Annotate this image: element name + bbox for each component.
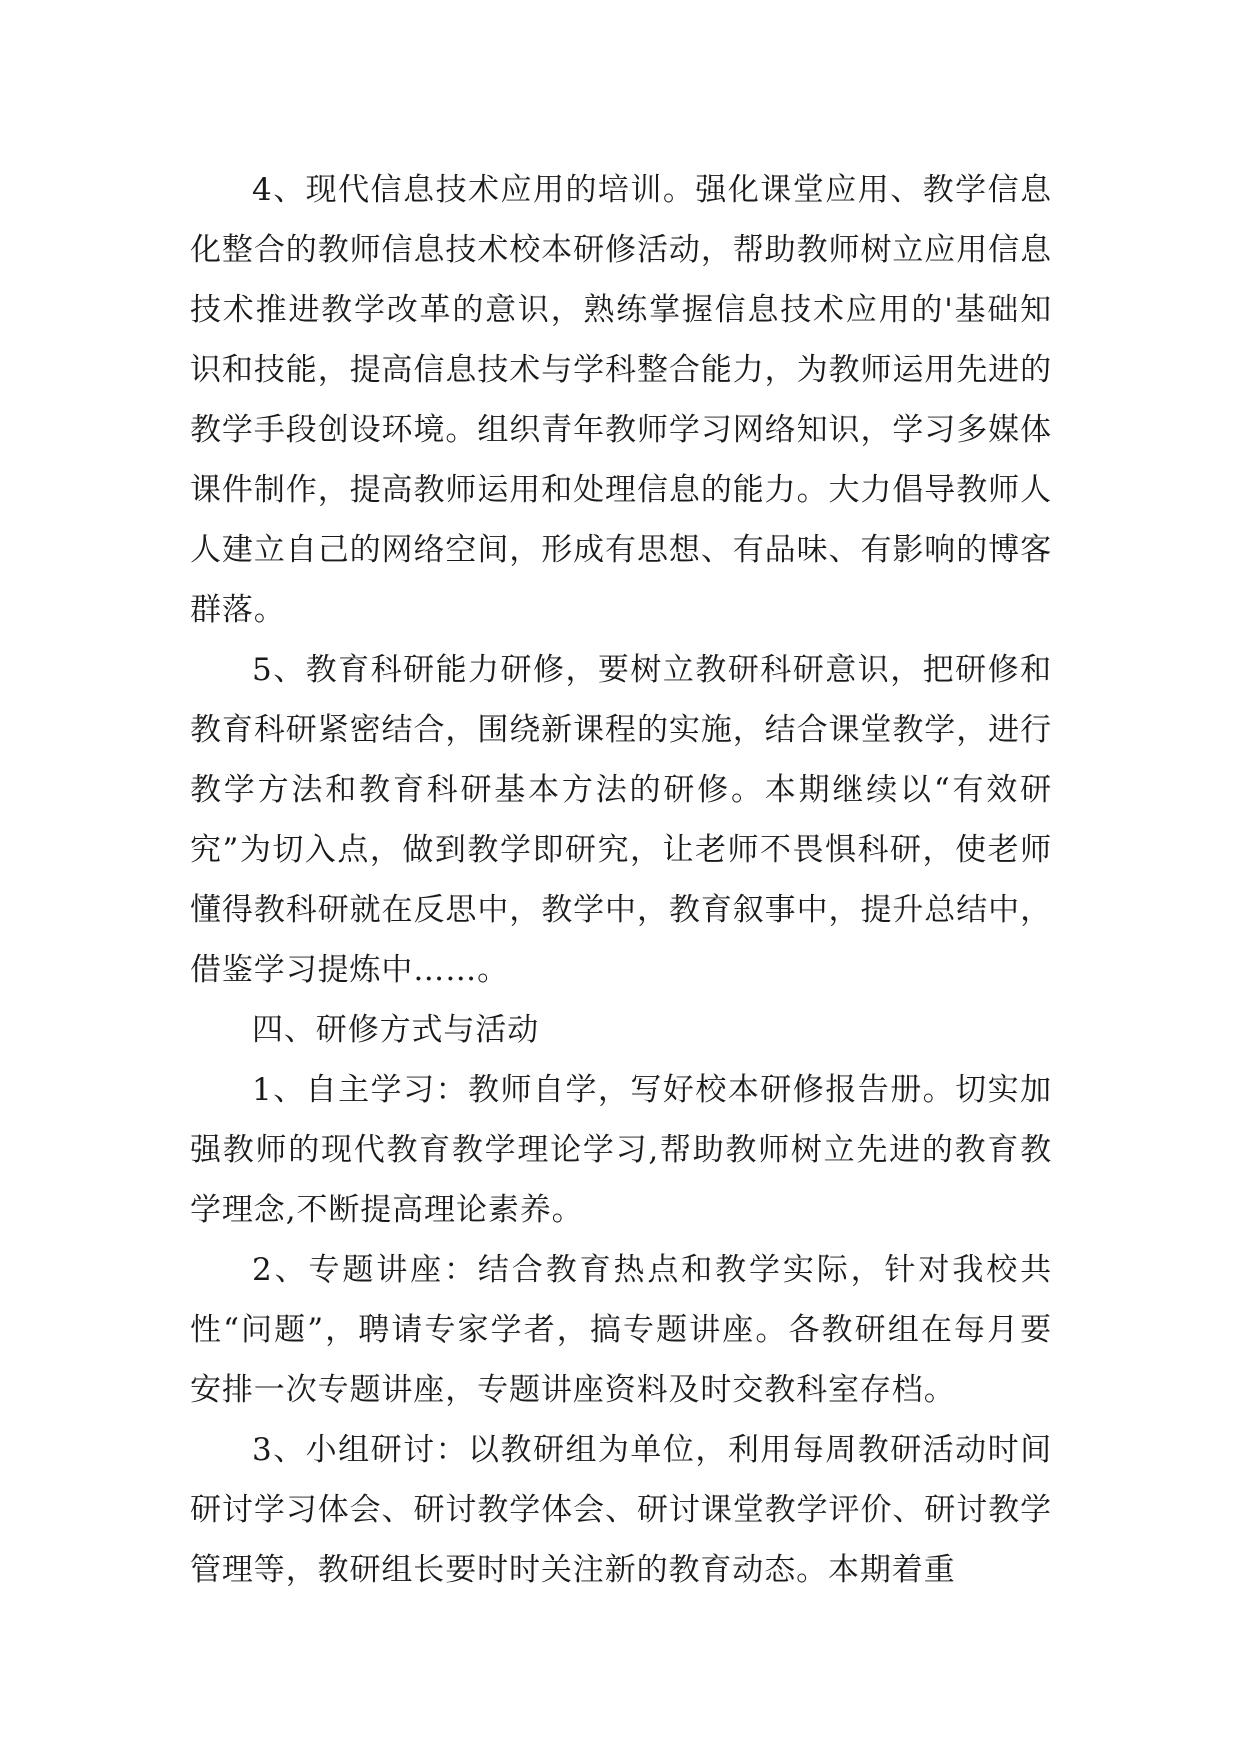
paragraph-research-ability: 5、教育科研能力研修，要树立教研科研意识，把研修和教育科研紧密结合，围绕新课程的实施，结合课堂教学，进行教学方法和教育科研基本方法的研修。本期继续以“有效研究”为切入点，做到教学即研究，让老师不畏惧科研，使老师懂得教科研就在反思中，教学中，教育叙事中，提升总结中，借鉴学习提炼中……。 [190,652,1052,988]
section-heading-methods: 四、研修方式与活动 [252,1012,540,1048]
paragraph-lectures: 2、专题讲座：结合教育热点和教学实际，针对我校共性“问题”，聘请专家学者，搞专题讲座。各教研组在每月要安排一次专题讲座，专题讲座资料及时交教科室存档。 [190,1252,1052,1408]
paragraph-group-discussion: 3、小组研讨：以教研组为单位，利用每周教研活动时间研讨学习体会、研讨教学体会、研讨课堂教学评价、研讨教学管理等，教研组长要时时关注新的教育动态。本期着重 [190,1432,1052,1588]
paragraph-it-training: 4、现代信息技术应用的培训。强化课堂应用、教学信息化整合的教师信息技术校本研修活动，帮助教师树立应用信息技术推进教学改革的意识，熟练掌握信息技术应用的'基础知识和技能，提高信息技术与学科整合能力，为教师运用先进的教学手段创设环境。组织青年教师学习网络知识，学习多媒体课件制作，提高教师运用和处理信息的能力。大力倡导教师人人建立自己的网络空间，形成有思想、有品味、有影响的博客群落。 [190,172,1052,628]
document-body [190,160,1052,1600]
paragraph-self-study: 1、自主学习：教师自学，写好校本研修报告册。切实加强教师的现代教育教学理论学习,帮助教师树立先进的教育教学理念,不断提高理论素养。 [190,1072,1052,1228]
